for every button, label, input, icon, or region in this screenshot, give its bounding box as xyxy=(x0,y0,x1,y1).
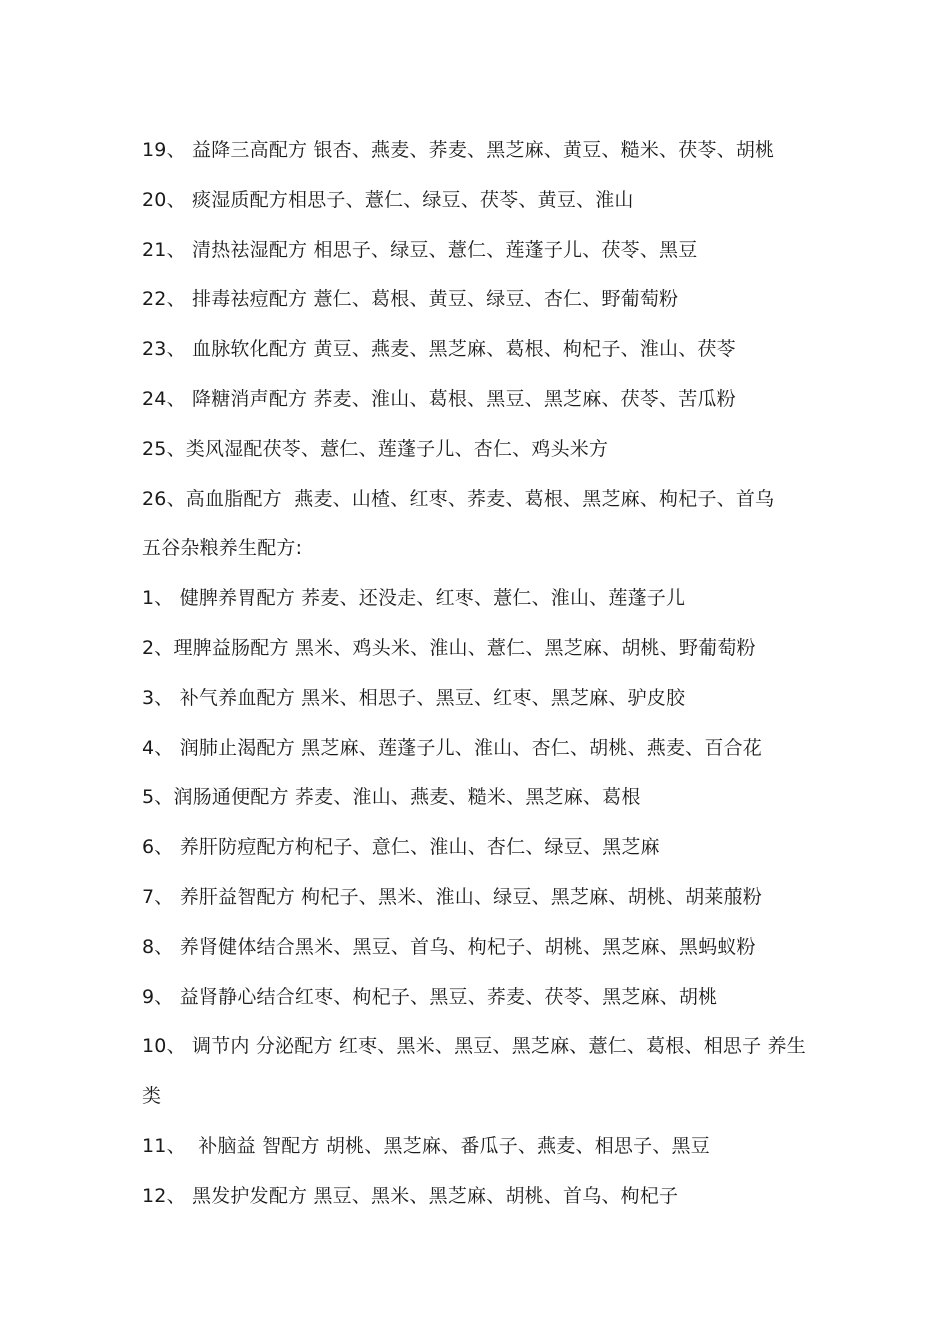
text-line: 20、 痰湿质配方相思子、薏仁、绿豆、茯苓、黄豆、淮山 xyxy=(142,188,634,211)
text-line: 12、 黑发护发配方 黑豆、黑米、黑芝麻、胡桃、首乌、枸杞子 xyxy=(142,1184,679,1207)
text-line: 2、理脾益肠配方 黑米、鸡头米、淮山、薏仁、黑芝麻、胡桃、野葡萄粉 xyxy=(142,636,756,659)
text-line: 8、 养肾健体结合黑米、黑豆、首乌、枸杞子、胡桃、黑芝麻、黑蚂蚁粉 xyxy=(142,935,756,958)
section-heading: 五谷杂粮养生配方: xyxy=(142,537,303,560)
text-line: 4、 润肺止渴配方 黑芝麻、莲蓬子儿、淮山、杏仁、胡桃、燕麦、百合花 xyxy=(142,736,762,759)
text-line: 5、润肠通便配方 荞麦、淮山、燕麦、糙米、黑芝麻、葛根 xyxy=(142,786,641,809)
text-line: 23、 血脉软化配方 黄豆、燕麦、黑芝麻、葛根、枸杞子、淮山、茯苓 xyxy=(142,338,736,361)
text-line: 10、 调节内 分泌配方 红枣、黑米、黑豆、黑芝麻、薏仁、葛根、相思子 养生 xyxy=(142,1035,806,1058)
text-line: 类 xyxy=(142,1085,162,1108)
text-line: 9、 益肾静心结合红枣、枸杞子、黑豆、荞麦、茯苓、黑芝麻、胡桃 xyxy=(142,985,718,1008)
text-line: 7、 养肝益智配方 枸杞子、黑米、淮山、绿豆、黑芝麻、胡桃、胡莱菔粉 xyxy=(142,885,762,908)
document-body xyxy=(142,130,822,1226)
text-line: 24、 降糖消声配方 荞麦、淮山、葛根、黑豆、黑芝麻、茯苓、苦瓜粉 xyxy=(142,387,736,410)
text-line: 25、类风湿配茯苓、薏仁、莲蓬子儿、杏仁、鸡头米方 xyxy=(142,437,609,460)
text-line: 6、 养肝防痘配方枸杞子、意仁、淮山、杏仁、绿豆、黑芝麻 xyxy=(142,836,660,859)
text-line: 21、 清热祛湿配方 相思子、绿豆、薏仁、莲蓬子儿、茯苓、黑豆 xyxy=(142,238,698,261)
text-line: 3、 补气养血配方 黑米、相思子、黑豆、红枣、黑芝麻、驴皮胶 xyxy=(142,686,686,709)
text-line: 19、 益降三高配方 银杏、燕麦、荞麦、黑芝麻、黄豆、糙米、茯苓、胡桃 xyxy=(142,139,775,161)
text-line: 1、 健脾养胃配方 荞麦、还没走、红枣、薏仁、淮山、莲蓬子儿 xyxy=(142,587,686,610)
text-line: 11、 补脑益 智配方 胡桃、黑芝麻、番瓜子、燕麦、相思子、黑豆 xyxy=(142,1134,710,1157)
text-line: 22、 排毒祛痘配方 薏仁、葛根、黄豆、绿豆、杏仁、野葡萄粉 xyxy=(142,288,679,311)
text-line: 26、高血脂配方 燕麦、山楂、红枣、荞麦、葛根、黑芝麻、枸杞子、首乌 xyxy=(142,487,775,510)
